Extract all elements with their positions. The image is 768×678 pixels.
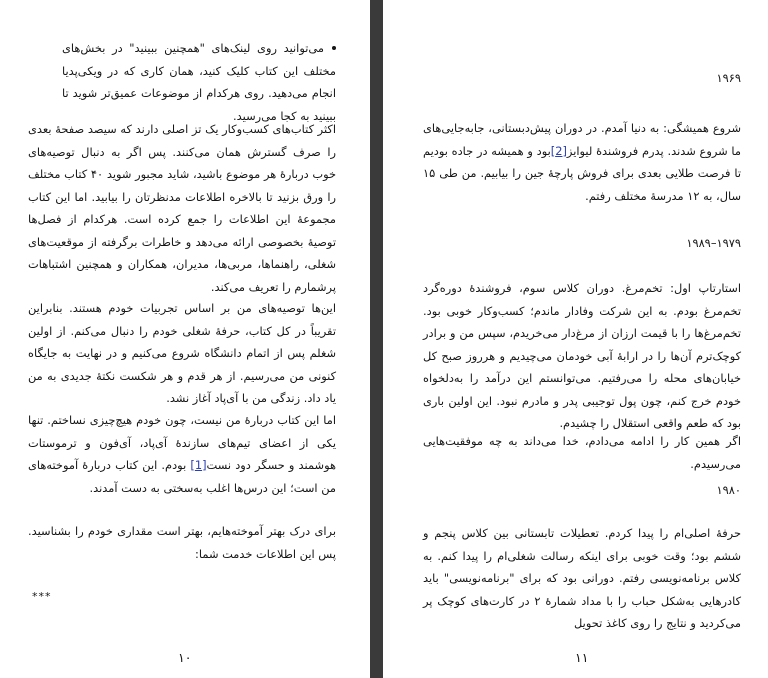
left-page <box>0 0 370 678</box>
paragraph: اکثر کتاب‌های کسب‌وکار یک تز اصلی دارند که سیصد صفحهٔ بعدی را صرف گسترش همان می‌کنند. پس اگر به دنبال توصیه‌های خوب دربارهٔ هر موضوع باشید، شاید مجبور شوید ۴۰ کتاب مختلف را ورق بزنید تا بالاخره اطلاعات مدنظرتان را بیابید. اما این کتاب مجموعهٔ این اطلاعات را جمع کرده است. هرکدام از فصل‌ها توصیهٔ بخصوصی ارائه می‌دهد و خاطرات برگرفته از موقعیت‌های شغلی، راهنماها، مربی‌ها، مدیران، همکاران و همچنین اشتباهات پرشمارم را تعریف می‌کند. <box>28 122 336 294</box>
paragraph: استارتاپ اول: تخم‌مرغ. دوران کلاس سوم، فروشندهٔ دوره‌گرد تخم‌مرغ بودم. به این شرکت وفادار ماندم؛ کسب‌وکار خوبی بود. تخم‌مرغ‌ها را با قیمت ارزان از مرغ‌دار می‌خریدم، سپس من و برادر کوچک‌ترم آن‌ها را در ارابهٔ آبی خودمان می‌چیدیم و هرروز صبح کل خیابان‌های محله را می‌رفتیم. می‌توانستم این درآمد را به‌دلخواه خودم خرج کنم، چون پول توجیبی پدر و مادرم نبود. این اولین باری بود که طعم واقعی استقلال را چشیدم. <box>423 281 741 430</box>
paragraph-text: بودم. این کتاب دربارهٔ آموخته‌های من است؛ این درس‌ها اغلب به‌سختی به دست آمدند. <box>28 458 336 495</box>
paragraph: حرفهٔ اصلی‌ام را پیدا کردم. تعطیلات تابستانی بین کلاس پنجم و ششم بود؛ وقت خوبی برای اینکه رسالت شغلی‌ام را پیدا کنم. به کلاس برنامه‌نویسی رفتم. دورانی بود که برای "برنامه‌نویسی" باید کادرهایی به‌شکل حباب را با مداد شمارهٔ ۲ در کارت‌های کوچک پر می‌کردید و نتایج را روی کاغذ تحویل <box>423 526 741 630</box>
footnote-link[interactable]: [1] <box>190 458 207 472</box>
bullet-text: می‌توانید روی لینک‌های "همچنین ببینید" در بخش‌های مختلف این کتاب کلیک کنید، همان کاری که در ویکی‌پدیا انجام می‌دهید. روی هرکدام از موضوعات عمیق‌تر شوید تا ببینید به کجا می‌رسید. <box>62 41 336 123</box>
paragraph: این‌ها توصیه‌های من بر اساس تجربیات خودم هستند. بنابراین تقریباً در کل کتاب، حرفهٔ شغلی خودم را دنبال می‌کنم. از اولین شغلم پس از اتمام دانشگاه شروع می‌کنیم و در نهایت به جایگاه کنونی من می‌رسیم. از هر قدم و هر شکست نکتهٔ جدیدی به من یاد داد. زندگی من با آی‌پاد آغاز نشد. <box>28 301 336 405</box>
year-heading: ۱۹۶۹ <box>716 71 741 85</box>
paragraph <box>423 117 741 207</box>
right-page <box>383 0 768 678</box>
paragraph: برای درک بهتر آموخته‌هایم، بهتر است مقداری خودم را بشناسید. پس این اطلاعات خدمت شما: <box>28 524 336 561</box>
paragraph <box>28 409 336 499</box>
section-break: *** <box>32 590 52 603</box>
page-divider <box>370 0 383 678</box>
page-number: ۱۱ <box>575 650 589 665</box>
year-heading: ۱۹۷۹–۱۹۸۹ <box>686 236 741 250</box>
year-heading: ۱۹۸۰ <box>716 483 741 497</box>
page-number: ۱۰ <box>178 650 192 665</box>
paragraph-text: اما این کتاب دربارهٔ من نیست، چون خودم هیچ‌چیزی نساختم. تنها یکی از اعضای تیم‌های سازندهٔ آی‌پاد، آی‌فون و ترموستات هوشمند و حسگر دود نست <box>28 413 336 472</box>
paragraph: اگر همین کار را ادامه می‌دادم، خدا می‌داند به چه موفقیت‌هایی می‌رسیدم. <box>423 434 741 471</box>
paragraph-text: شروع همیشگی: به دنیا آمدم. در دوران پیش‌دبستانی، جابه‌جایی‌های ما شروع شدند. پدرم فروشندهٔ لیوایز <box>423 121 741 158</box>
bullet-dot-icon <box>332 46 336 50</box>
paragraph-text: بود و همیشه در جاده بودیم تا فرصت طلایی بعدی برای فروش پارچهٔ جین را بیابیم. من طی ۱۵ سال، به ۱۲ مدرسهٔ مختلف رفتم. <box>423 143 741 203</box>
footnote-link[interactable]: [2] <box>550 143 567 158</box>
bullet-item <box>62 37 336 127</box>
